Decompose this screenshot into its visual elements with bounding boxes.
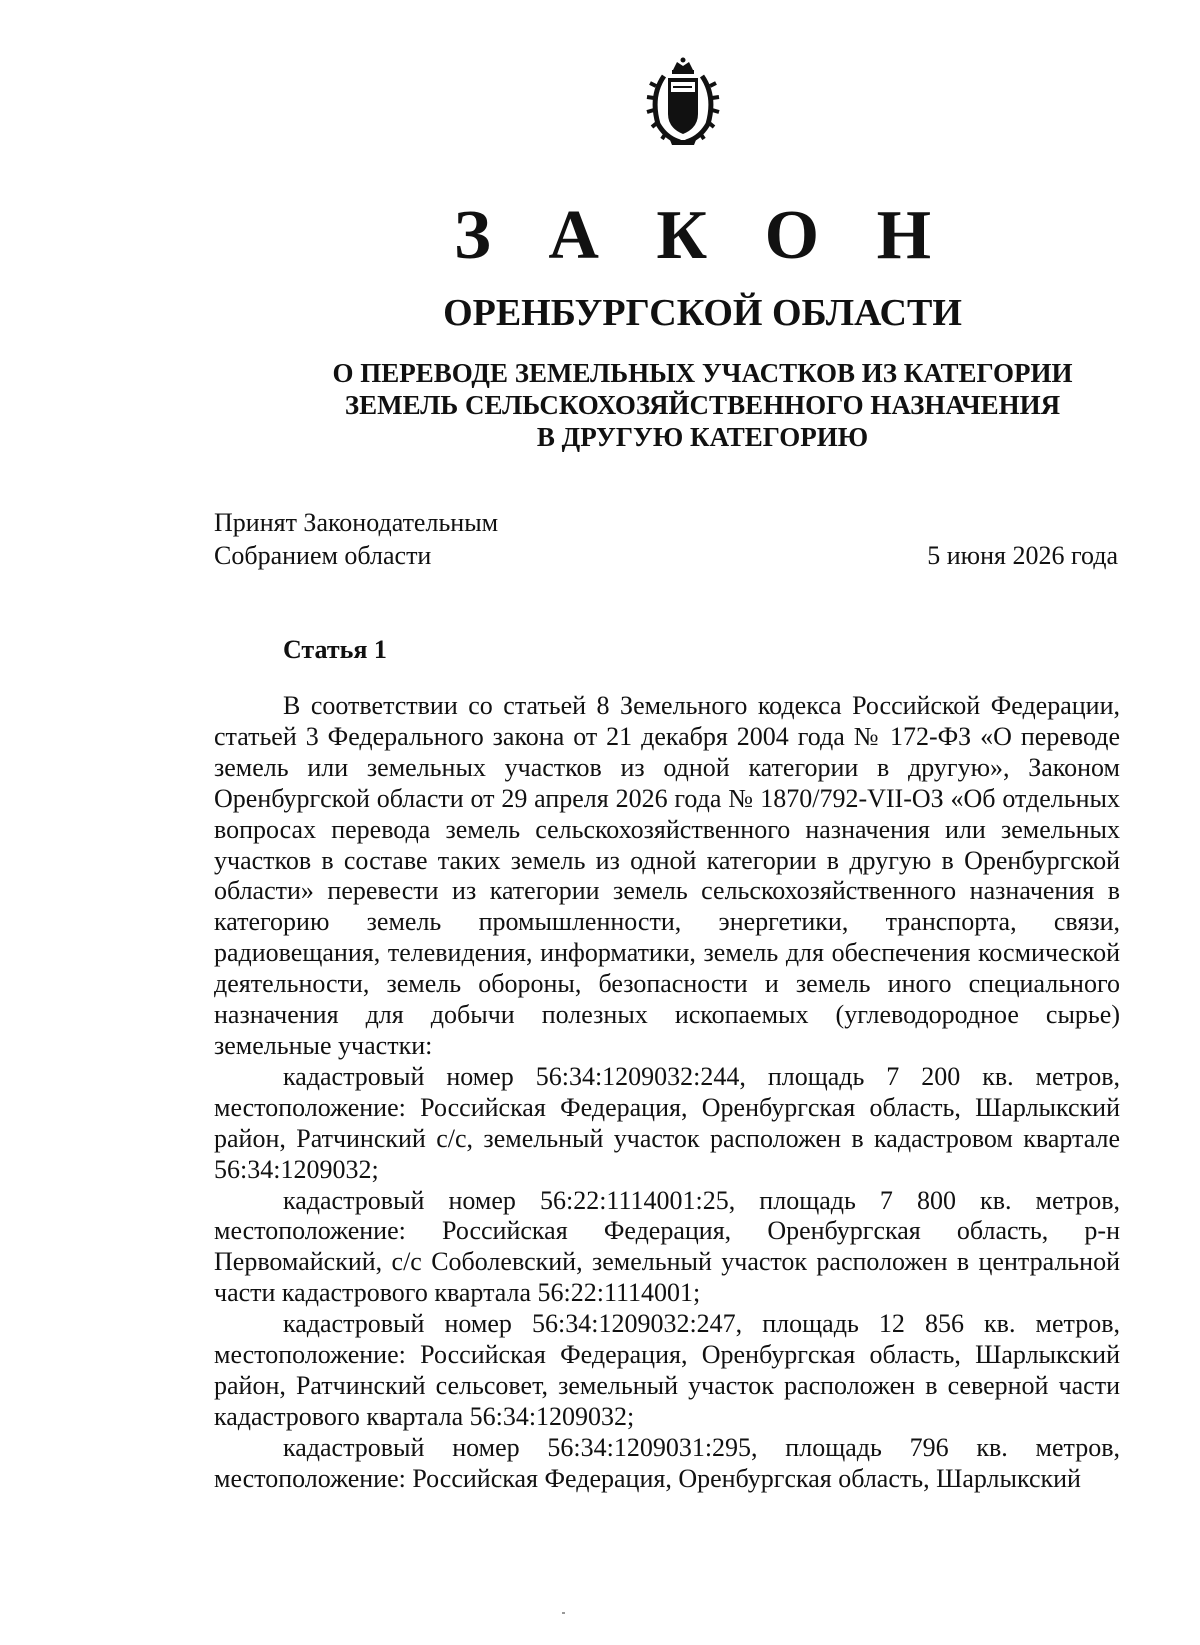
adoption-date: 5 июня 2026 года [927,541,1118,570]
adoption-note [214,506,498,572]
law-subject-line: В ДРУГУЮ КАТЕГОРИЮ [536,422,869,452]
scan-mark [562,1612,565,1614]
region-title: ОРЕНБУРГСКОЙ ОБЛАСТИ [443,292,962,334]
article-heading: Статья 1 [283,635,387,664]
article-paragraph: кадастровый номер 56:34:1209031:295, площадь 796 кв. метров, местоположение: Российская Федерация, Оренбургская область, Шарлыкский [214,1432,1120,1493]
adoption-line: Принят Законодательным [214,508,499,537]
article-paragraph: В соответствии со статьей 8 Земельного кодекса Российской Федерации, статьей 3 Федерального закона от 21 декабря 2004 года № 172-ФЗ «О переводе земель или земельных участков из одной категории в другую», Законом Оренбургской области от 29 апреля 2026 года № 1870/792-VII-ОЗ «Об отдельных вопросах перевода земель сельскохозяйственного назначения или земельных участков в составе таких земель из одной категории в другую в Оренбургской области» перевести из категории земель сельскохозяйственного назначения в категорию земель промышленности, энергетики, транспорта, связи, радиовещания, телевидения, информатики, земель для обеспечения космической деятельности, земель обороны, безопасности и земель иного специального назначения для добычи полезных ископаемых (углеводородное сырье) земельные участки: [214,691,1120,1060]
article-paragraph: кадастровый номер 56:34:1209032:247, площадь 12 856 кв. метров, местоположение: Российская Федерация, Оренбургская область, Шарлыкский район, Ратчинский сельсовет, земельный участок расположен в северной части кадастрового квартала 56:34:1209032; [214,1309,1120,1431]
coat-of-arms-icon [640,56,726,146]
article-body [214,691,1120,1495]
law-subject [0,357,1200,453]
law-subject-line: О ПЕРЕВОДЕ ЗЕМЕЛЬНЫХ УЧАСТКОВ ИЗ КАТЕГОРИИ [332,358,1073,388]
adoption-line: Собранием области [214,541,432,570]
article-paragraph: кадастровый номер 56:34:1209032:244, площадь 7 200 кв. метров, местоположение: Российская Федерация, Оренбургская область, Шарлыкский район, Ратчинский с/с, земельный участок расположен в кадастровом квартале 56:34:1209032; [214,1061,1120,1184]
law-subject-line: ЗЕМЕЛЬ СЕЛЬСКОХОЗЯЙСТВЕННОГО НАЗНАЧЕНИЯ [344,390,1061,420]
document-title: З А К О Н [453,197,952,274]
article-paragraph: кадастровый номер 56:22:1114001:25, площадь 7 800 кв. метров, местоположение: Российская Федерация, Оренбургская область, р-н Первомайский, с/с Соболевский, земельный участок расположен в центральной части кадастрового квартала 56:22:1114001; [214,1185,1120,1308]
